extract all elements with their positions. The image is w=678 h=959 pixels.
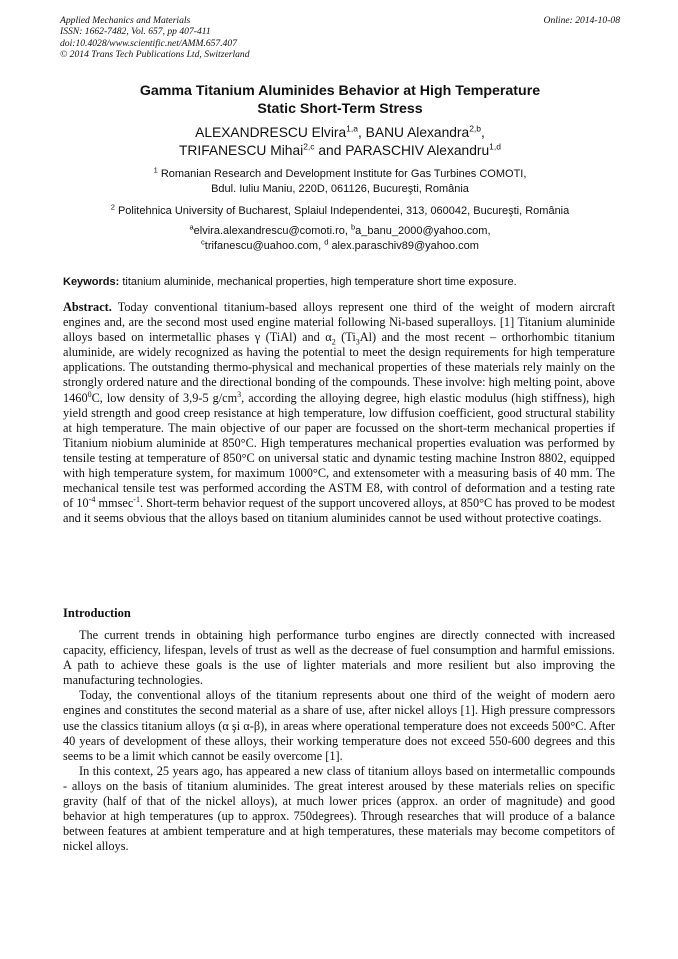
abstract-text: (Ti [335, 330, 356, 345]
online-date: Online: 2014-10-08 [543, 15, 620, 26]
superscript: 3 [237, 389, 242, 399]
abstract-text: mmsec [95, 496, 134, 511]
superscript: -1 [133, 495, 140, 505]
author-name: ALEXANDRESCU Elvira [195, 125, 347, 140]
email-link[interactable]: alex.paraschiv89@yahoo.com [331, 240, 479, 252]
emails-line-2: $^c$trifanescu@uahoo.com, $^d$ alex.paraschiv89@yahoo.com [201, 237, 479, 252]
introduction-heading: Introduction [63, 606, 131, 620]
introduction-body [63, 628, 615, 854]
email-sup: b [350, 222, 356, 232]
email-link[interactable]: a_banu_2000@yahoo.com [355, 225, 488, 237]
email-link[interactable]: trifanescu@uahoo.com [204, 240, 319, 252]
author-sup: 2,b [469, 123, 482, 134]
abstract-text: Al) and the most recent – orthorhombic titanium aluminide, are widely recognized as having the potential to meet the design requirements for high temperature applications. The outstanding thermo-physical and mechanical properties of these materials rely mainly on the strongly ordered nature and the directional bonding of the compounds. These involve: high melting point, above 1460 [63, 330, 615, 405]
subscript: 3 [355, 337, 360, 347]
emails-line-1: $^a$elvira.alexandrescu@comoti.ro, $^b$a_banu_2000@yahoo.com, [189, 222, 491, 237]
email-sup: a [189, 222, 194, 232]
abstract-text: , according the alloying degree, high elastic modulus (high stiffness), high yield strength and good creep resistance at high temperature, low diffusion coefficient, good structural stability at high temperature. The main objective of our paper are focussed on the short-term mechanical properties if Titanium niobium aluminide at 850°C. High temperatures mechanical properties evaluation was performed by tensile testing at temperature of 850°C on universal static and dynamic testing machine Instron 8802, equipped with high temperature system, for maximum 1000°C, and extensometer with a measuring basis of 40 mm. The mechanical tensile test was performed according the ASTM E8, with control of deformation and a testing rate of 10 [63, 390, 615, 511]
keywords-text: titanium aluminide, mechanical properties, high temperature short time exposure. [122, 276, 517, 288]
authors-line-1: ALEXANDRESCU Elvira$^{1,a}$, BANU Alexandra$^{2,b}$, [195, 123, 485, 140]
affiliation-2 [60, 204, 620, 219]
author-sup: 1,a [346, 123, 358, 134]
author-list [60, 124, 620, 160]
abstract-text: . Short-term behavior request of the support uncovered alloys, at 850°C has proved to be modest and it seems obvious that the alloys based on titanium aluminides cannot be used without protective coatings. [63, 496, 615, 526]
author-emails [60, 224, 620, 254]
superscript: 0 [87, 389, 92, 399]
journal-doi: doi:10.4028/www.scientific.net/AMM.657.407 [60, 37, 238, 49]
author-name: PARASCHIV Alexandru [345, 143, 490, 158]
intro-paragraph-3: In this context, 25 years ago, has appeared a new class of titanium alloys based on intermetallic compounds - alloys on the basis of titanium aluminides. The great interest aroused by these materials relies on specific gravity (half of that of the nickel alloys), at much lower prices (approx. an order of magnitude) and good behavior at high temperatures (up to approx. 750degrees). Through researches that will produce of a balance between features at ambient temperature and at high temperatures, these materials may become competitors of nickel alloys. [63, 763, 615, 854]
intro-paragraph-2: Today, the conventional alloys of the titanium represents about one third of the weight of modern aero engines and constitutes the second material as a share of use, after nickel alloys [1]. High pressure compressors use the classics titanium alloys (α şi α-β), in areas where operational temperature does not exceeds 500°C. After 40 years of development of these alloys, their working temperature does not exceed 550-600 degrees and this seems to be a limit which cannot be easily overcome [1]. [63, 688, 615, 763]
superscript: -4 [88, 495, 96, 505]
paper-title [60, 82, 620, 118]
affiliation-text: Politehnica University of Bucharest, Splaiul Independentei, 313, 060042, Bucureşti, România [117, 205, 570, 217]
journal-issn: ISSN: 1662-7482, Vol. 657, pp 407-411 [60, 26, 211, 38]
email-sup: d [324, 237, 329, 247]
affiliation-text: Romanian Research and Development Institute for Gas Turbines COMOTI, [160, 168, 527, 180]
affiliation-1-line-2: Bdul. Iuliu Maniu, 220D, 061126, Bucureşti, România [211, 183, 469, 195]
abstract-label: Abstract. [63, 300, 112, 314]
affiliation-number: 1 [153, 165, 158, 175]
author-name: TRIFANESCU Mihai [179, 143, 304, 158]
affiliation-1 [60, 167, 620, 197]
authors-line-2: TRIFANESCU Mihai$^{2,c}$ and PARASCHIV Alexandru$^{1,d}$ [179, 141, 501, 158]
author-sup: 1,d [489, 141, 501, 152]
title-line-2: Static Short-Term Stress [257, 101, 423, 117]
author-sup: 2,c [303, 141, 315, 152]
abstract-text: Today conventional titanium-based alloys represent one third of the weight of modern aircraft engines and, are the second most used engine material following Ni-based superalloys. [1] Titanium aluminide alloys based on intermetallic phases γ (TiAl) and α [63, 300, 615, 345]
keywords [63, 275, 618, 289]
abstract-text: C, low density of 3,9-5 g/cm [91, 390, 238, 405]
affiliation-number: 2 [110, 202, 115, 212]
keywords-label: Keywords: [63, 276, 120, 288]
journal-name: Applied Mechanics and Materials [60, 15, 191, 26]
author-name: BANU Alexandra [365, 125, 470, 140]
journal-copyright: © 2014 Trans Tech Publications Ltd, Switzerland [60, 49, 250, 61]
email-link[interactable]: elvira.alexandrescu@comoti.ro [193, 225, 345, 237]
abstract [63, 300, 615, 526]
affiliation-1-line-1 [60, 167, 620, 182]
email-sup: c [201, 237, 205, 247]
subscript: 2 [331, 337, 336, 347]
intro-paragraph-1: The current trends in obtaining high performance turbo engines are directly connected with increased capacity, efficiency, lifespan, levels of trust as well as the decrease of fuel consumption and harmful emissions. A path to achieve these goals is the use of lighter materials and more resilient but also improving the manufacturing technologies. [63, 628, 615, 688]
journal-header [60, 15, 620, 61]
title-line-1: Gamma Titanium Aluminides Behavior at High Temperature [139, 83, 541, 99]
